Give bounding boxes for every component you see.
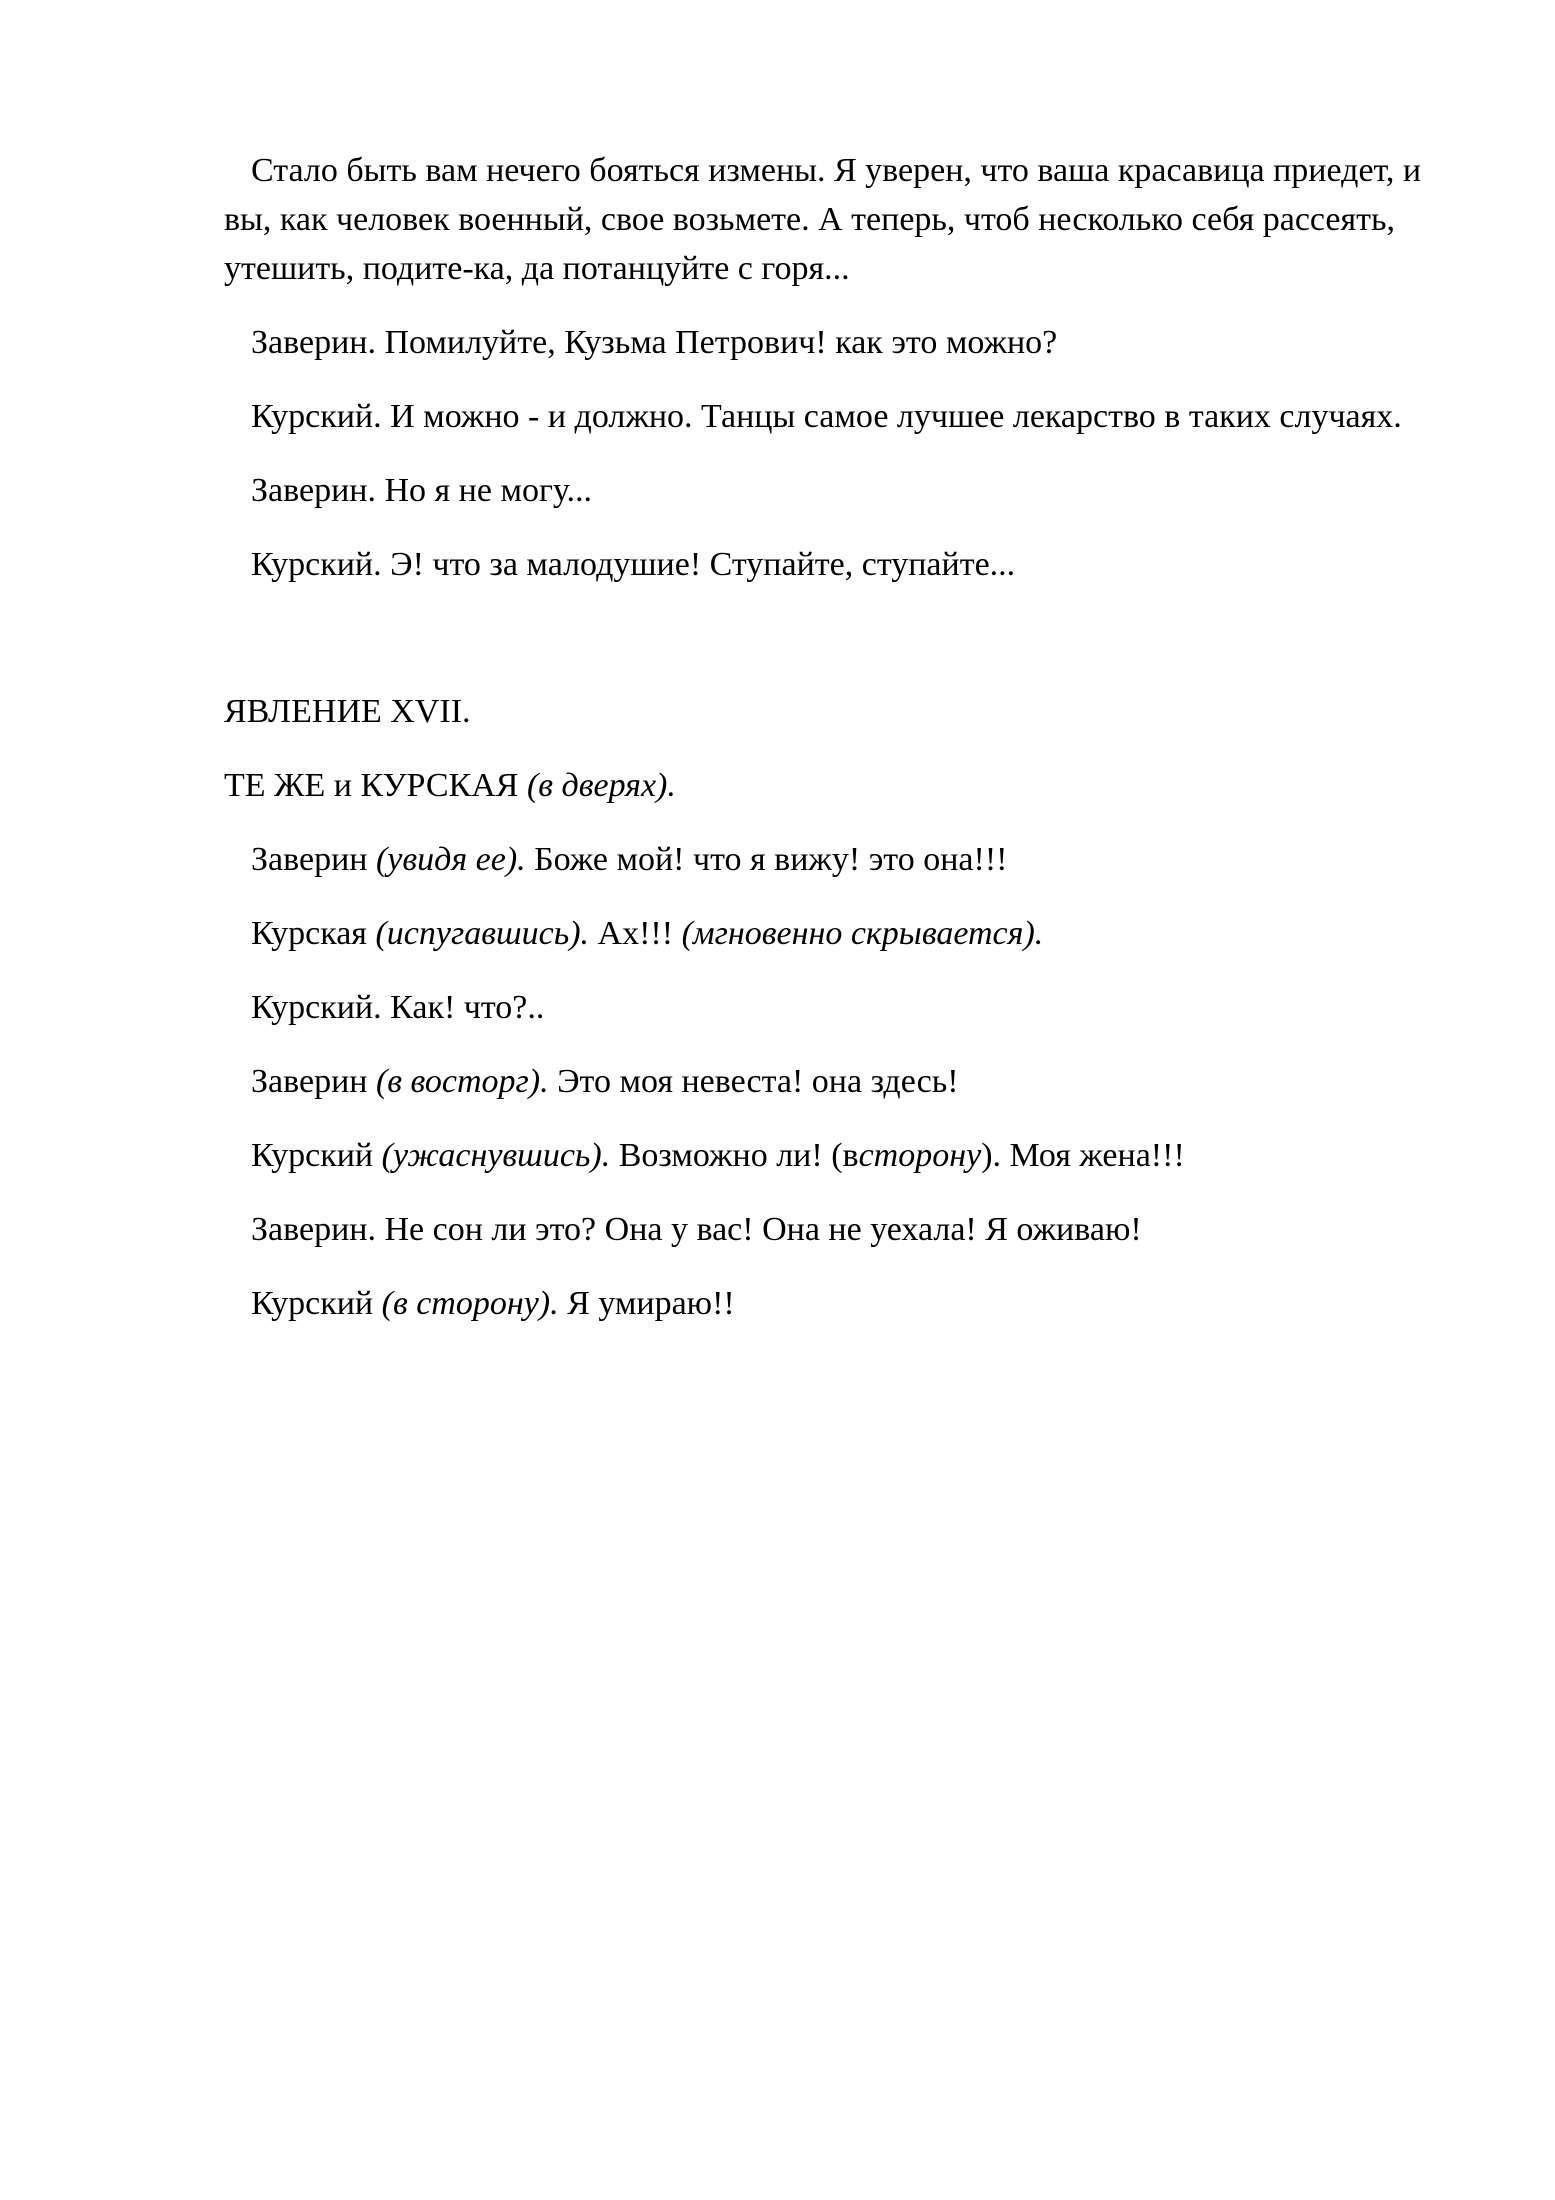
line-kursky-1 (224, 392, 1454, 441)
line-kurskaya-1 (224, 909, 1454, 958)
line-text-italic: сторону (858, 1137, 982, 1174)
scene-heading (224, 687, 1454, 736)
line-text: Ах!!! (597, 915, 674, 952)
paragraph-text: Стало быть вам нечего бояться измены. Я уверен, что ваша красавица приедет, и вы, как человек военный, свое возьмете. А теперь, чтоб несколько себя рассеять, утешить, подите-ка, да потанцуйте с горя... (224, 152, 1422, 287)
line-zaverin-4 (224, 1057, 1454, 1106)
stage-direction: (в сторону). (381, 1285, 559, 1322)
stage-direction: (увидя ее). (375, 841, 526, 878)
line-kursky-5 (224, 1279, 1454, 1328)
line-zaverin-2 (224, 466, 1454, 515)
speaker-name: Курский (251, 1137, 374, 1174)
line-zaverin-1 (224, 318, 1454, 367)
line-text-end: ). Моя жена!!! (981, 1137, 1185, 1174)
stage-direction: (в восторг). (375, 1063, 549, 1100)
cast-names: ТЕ ЖЕ и КУРСКАЯ (224, 767, 519, 804)
scene-cast (224, 761, 1454, 810)
line-text: Курский. Э! что за малодушие! Ступайте, ступайте... (251, 546, 1016, 583)
line-text: Заверин. Помилуйте, Кузьма Петрович! как это можно? (251, 324, 1058, 361)
line-text: Заверин. Не сон ли это? Она у вас! Она не уехала! Я оживаю! (251, 1211, 1142, 1248)
line-text: Я умираю!! (567, 1285, 735, 1322)
line-text: Заверин. Но я не могу... (251, 472, 592, 509)
stage-direction-2: (мгновенно скрывается). (681, 915, 1044, 952)
line-text: Боже мой! что я вижу! это она!!! (534, 841, 1008, 878)
paragraph-kursky-reassurance (224, 146, 1454, 293)
line-kursky-2 (224, 540, 1454, 589)
line-text-start: Возможно ли! (в (618, 1137, 859, 1174)
scene-title: ЯВЛЕНИЕ XVII. (224, 693, 471, 730)
line-zaverin-3 (224, 835, 1454, 884)
line-text: Курский. Как! что?.. (251, 989, 545, 1026)
line-zaverin-5 (224, 1205, 1454, 1254)
speaker-name: Курский (251, 1285, 374, 1322)
line-text: Это моя невеста! она здесь! (557, 1063, 959, 1100)
line-kursky-3 (224, 983, 1454, 1032)
cast-stage-direction: (в дверях). (526, 767, 676, 804)
speaker-name: Заверин (251, 1063, 368, 1100)
stage-direction: (ужаснувшись). (381, 1137, 611, 1174)
line-text: Курский. И можно - и должно. Танцы самое лучшее лекарство в таких случаях. (251, 398, 1402, 435)
speaker-name: Курская (251, 915, 367, 952)
stage-direction: (испугавшись). (375, 915, 590, 952)
speaker-name: Заверин (251, 841, 368, 878)
document-body (224, 146, 1454, 1328)
line-kursky-4 (224, 1131, 1454, 1180)
